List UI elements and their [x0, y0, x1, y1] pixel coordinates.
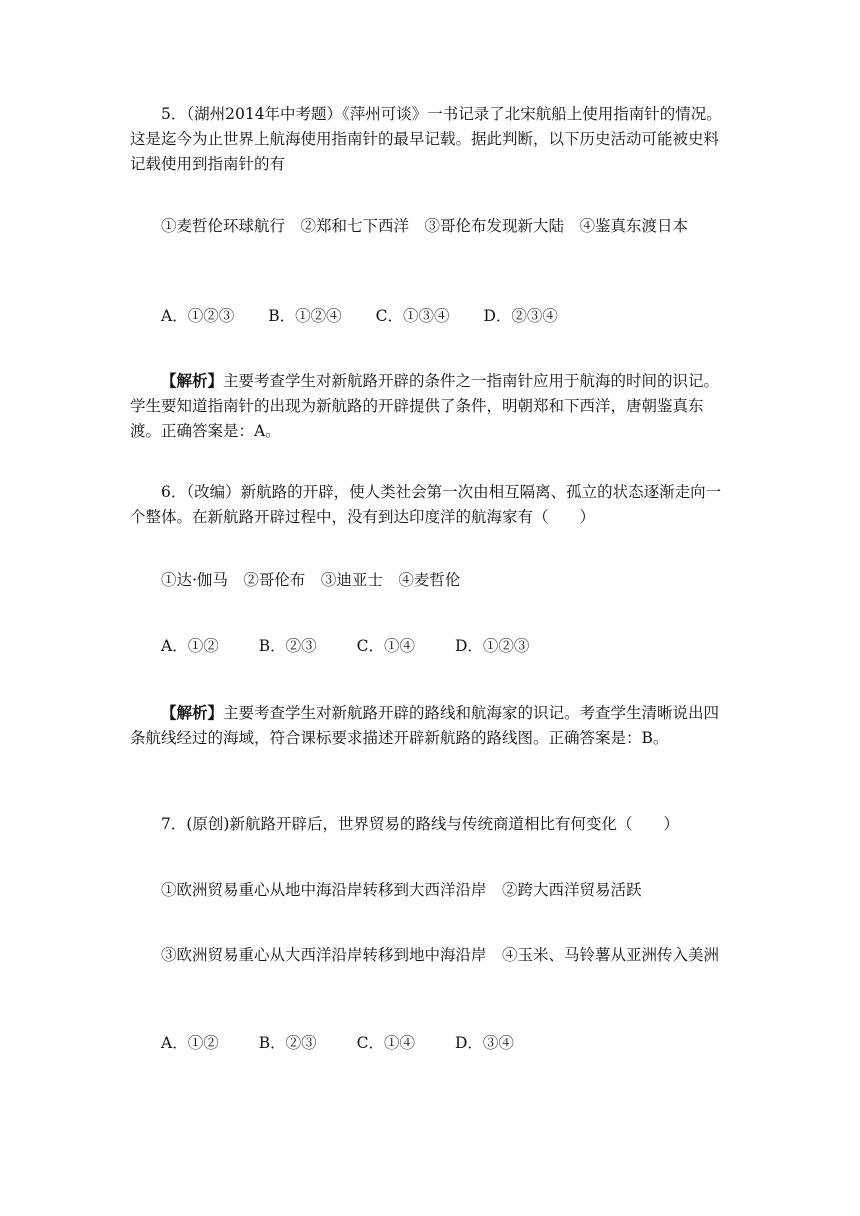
question-6-choices: [161, 634, 529, 659]
question-5-stem: 5．（湖州2014年中考题）《萍州可谈》一书记录了北宋航船上使用指南针的情况。这是迄今为止世界上航海使用指南针的最早记载。据此判断，以下历史活动可能被史料记载使用到指南针的有: [130, 105, 722, 173]
analysis-text: 主要考查学生对新航路开辟的条件之一指南针应用于航海的时间的识记。学生要知道指南针的出现为新航路的开辟提供了条件，明朝郑和下西洋，唐朝鉴真东渡。正确答案是：A。: [130, 372, 720, 440]
choice-c: C．①④: [356, 637, 415, 655]
question-6-items: ①达·伽马 ②哥伦布 ③迪亚士 ④麦哲伦: [161, 571, 461, 589]
analysis-text: 主要考查学生对新航路开辟的路线和航海家的识记。考查学生清晰说出四条航线经过的海域，符合课标要求描述开辟新航路的路线图。正确答案是：B。: [130, 704, 720, 747]
choice-b: B．②③: [258, 637, 317, 655]
choice-d: D．②③④: [483, 307, 558, 325]
question-5-analysis: [130, 368, 730, 444]
choice-a: A．①②: [161, 1034, 219, 1052]
choice-b: B．①②④: [268, 307, 342, 325]
analysis-tag: 【解析】: [161, 703, 224, 722]
question-6-stem: 6．（改编）新航路的开辟，使人类社会第一次由相互隔离、孤立的状态逐渐走向一个整体。在新航路开辟过程中，没有到达印度洋的航海家有（ ）: [130, 483, 722, 526]
analysis-tag: 【解析】: [161, 371, 224, 390]
choice-d: D．③④: [454, 1034, 514, 1052]
choice-a: A．①②: [161, 637, 219, 655]
choice-b: B．②③: [258, 1034, 317, 1052]
choice-a: A．①②③: [161, 307, 235, 325]
question-5-choices: [161, 304, 558, 329]
question-7-items-line-1: ①欧洲贸易重心从地中海沿岸转移到大西洋沿岸 ②跨大西洋贸易活跃: [161, 881, 642, 899]
choice-c: C．①③④: [375, 307, 450, 325]
question-7-stem: 7．(原创)新航路开辟后，世界贸易的路线与传统商道相比有何变化（ ）: [161, 815, 679, 833]
question-5-items: ①麦哲伦环球航行 ②郑和七下西洋 ③哥伦布发现新大陆 ④鉴真东渡日本: [161, 217, 689, 235]
question-7-choices: [161, 1031, 514, 1056]
question-7-items-line-2: ③欧洲贸易重心从大西洋沿岸转移到地中海沿岸 ④玉米、马铃薯从亚洲传入美洲: [161, 946, 720, 964]
choice-d: D．①②③: [454, 637, 530, 655]
question-6-analysis: [130, 700, 730, 751]
choice-c: C．①④: [356, 1034, 415, 1052]
